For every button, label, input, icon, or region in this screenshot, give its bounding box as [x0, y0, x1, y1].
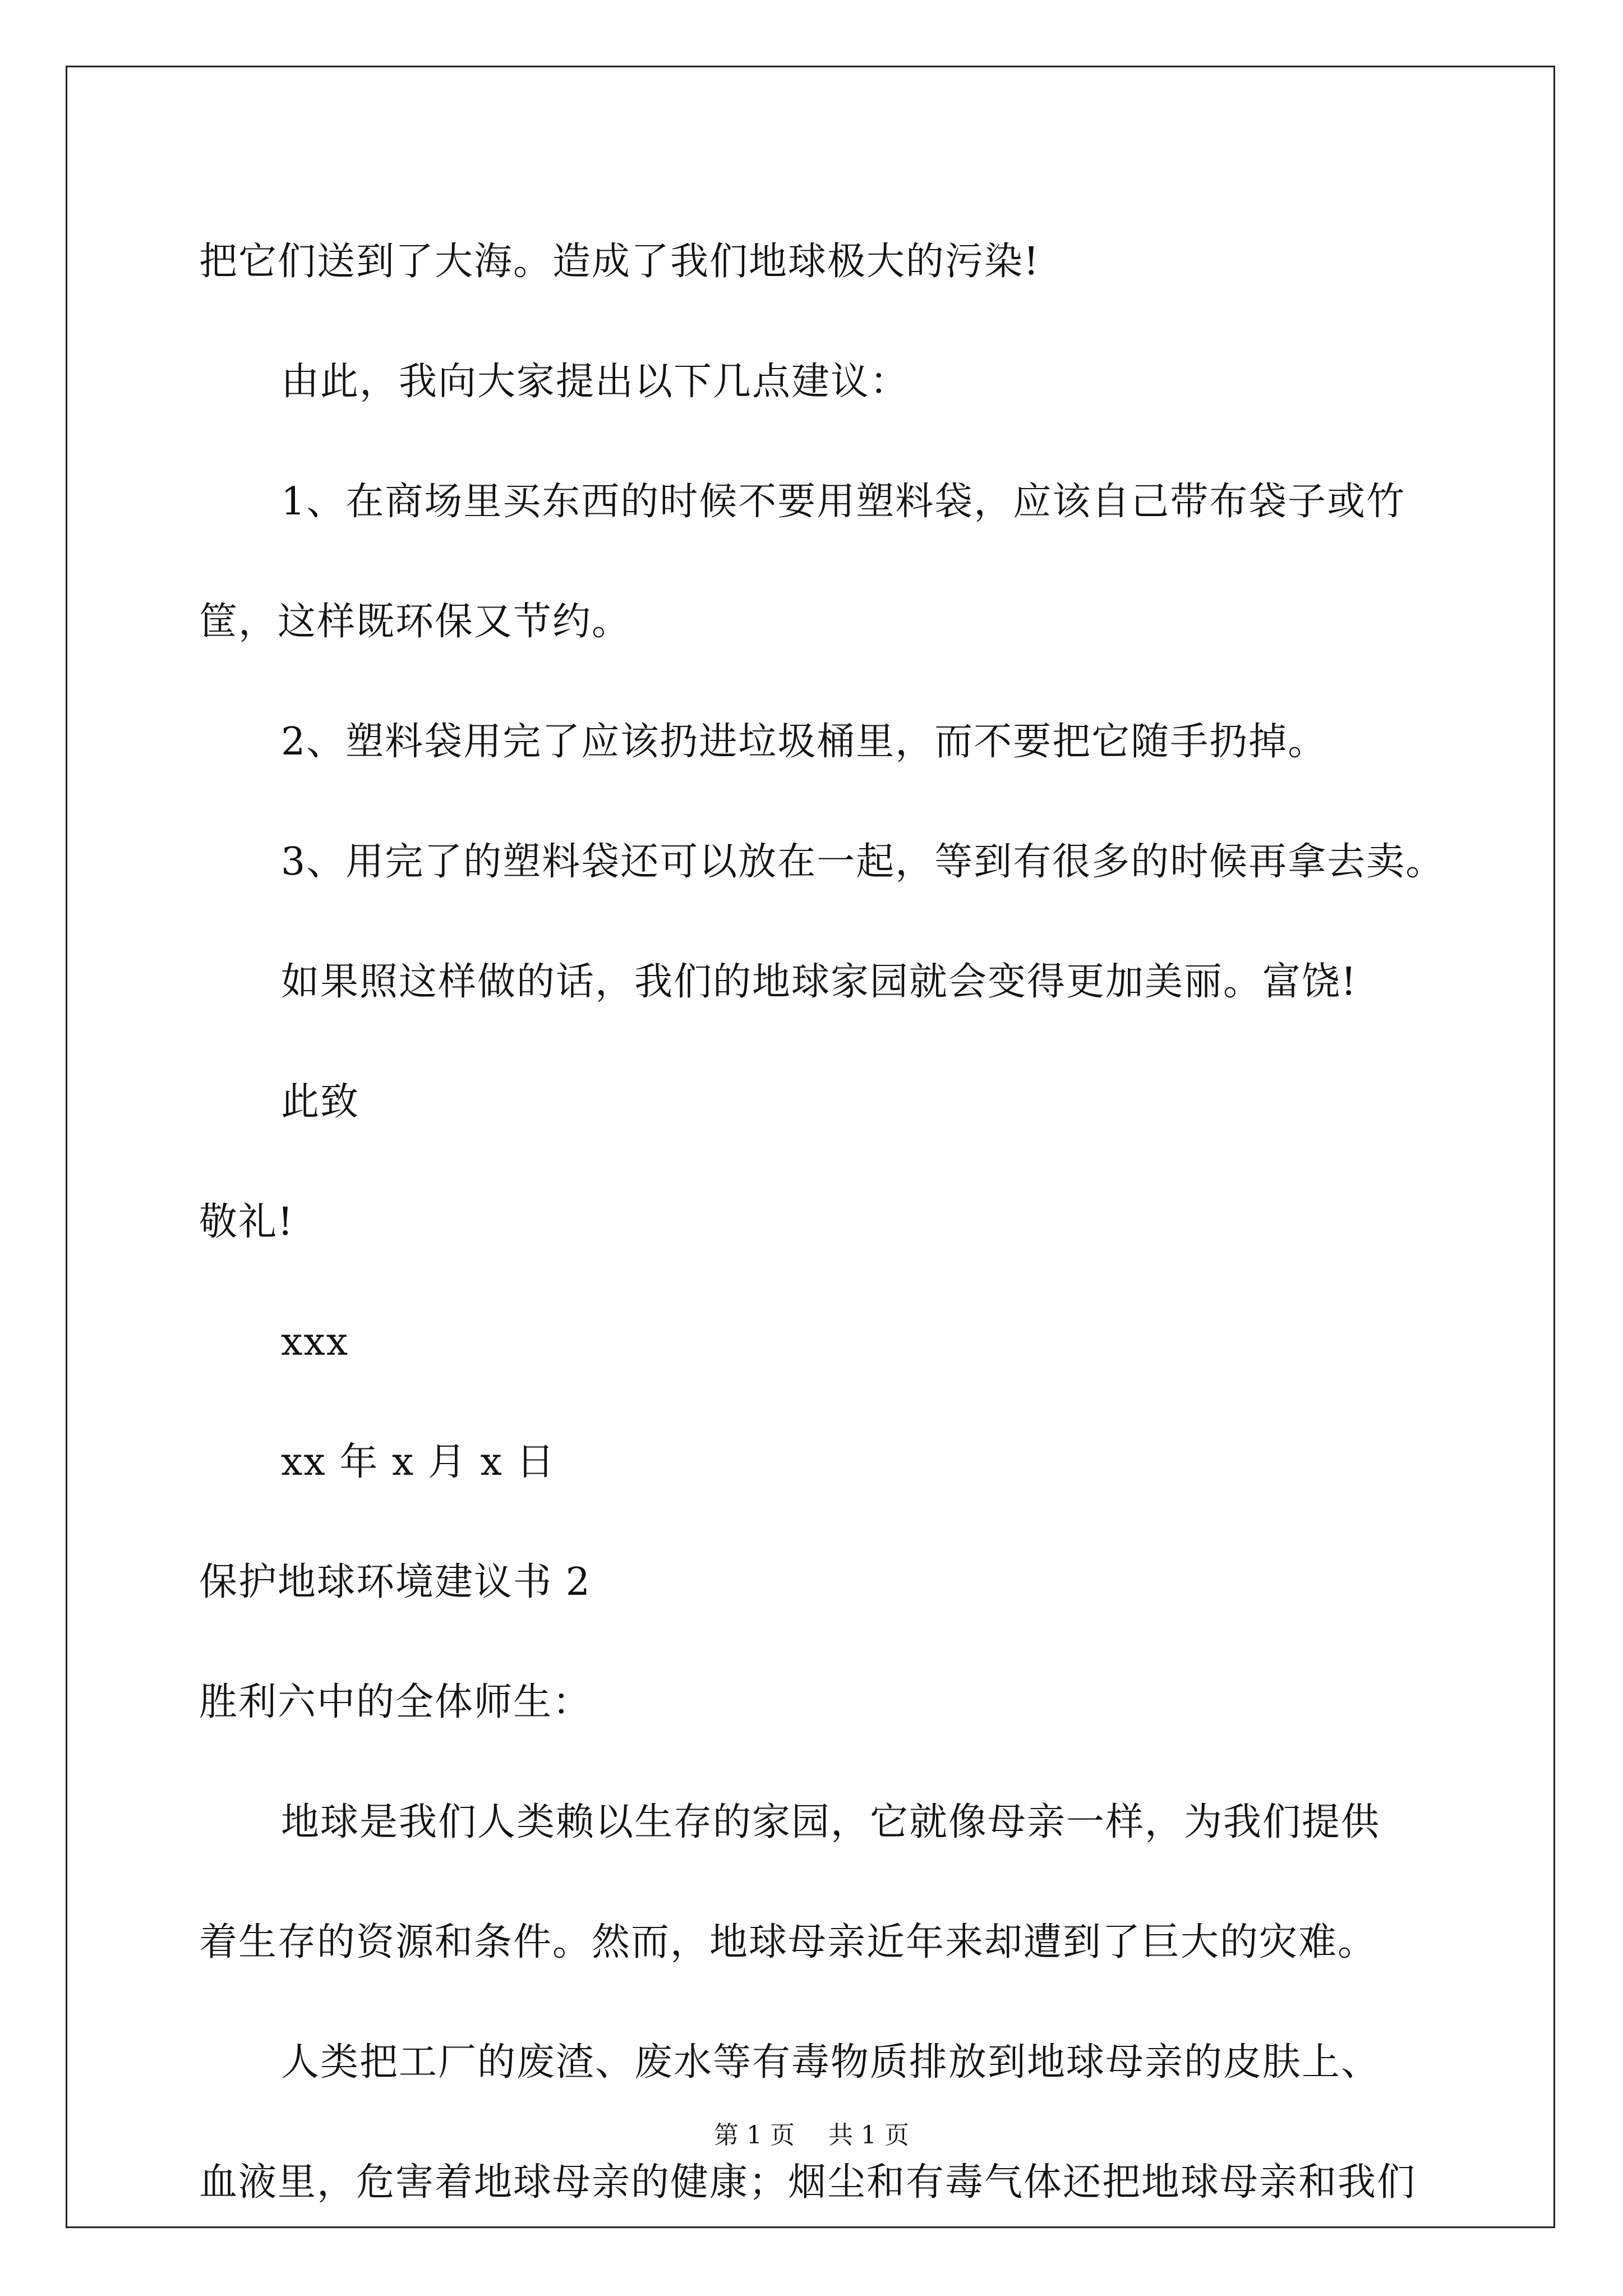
text-line-7: 如果照这样做的话，我们的地球家园就会变得更加美丽。富饶!	[281, 960, 1358, 1004]
signature-date: xx 年 x 月 x 日	[281, 1440, 556, 1484]
text-line-14: 地球是我们人类赖以生存的家园，它就像母亲一样，为我们提供	[281, 1800, 1381, 1844]
text-line-17: 血液里，危害着地球母亲的健康；烟尘和有毒气体还把地球母亲和我们	[199, 2160, 1417, 2205]
total-pages: 共 1 页	[828, 2121, 909, 2150]
closing-regards: 敬礼!	[199, 1200, 294, 1244]
text-line-16: 人类把工厂的废渣、废水等有毒物质排放到地球母亲的皮肤上、	[281, 2040, 1381, 2085]
section-title: 保护地球环境建议书 2	[199, 1560, 591, 1604]
page-number: 第 1 页	[714, 2121, 795, 2150]
closing-salutation: 此致	[281, 1080, 360, 1124]
text-line-6: 3、用完了的塑料袋还可以放在一起，等到有很多的时候再拿去卖。	[281, 840, 1445, 884]
document-body	[199, 202, 1445, 2243]
text-line-2: 由此，我向大家提出以下几点建议：	[281, 360, 910, 404]
text-line-15: 着生存的资源和条件。然而，地球母亲近年来却遭到了巨大的灾难。	[199, 1920, 1377, 1964]
signature-name: xxx	[281, 1320, 349, 1364]
addressee: 胜利六中的全体师生：	[199, 1680, 592, 1724]
text-line-3: 1、在商场里买东西的时候不要用塑料袋，应该自己带布袋子或竹	[281, 480, 1406, 524]
page-footer	[0, 2115, 1623, 2151]
text-line-4: 筐，这样既环保又节约。	[199, 600, 631, 644]
text-line-1: 把它们送到了大海。造成了我们地球极大的污染!	[199, 240, 1040, 284]
text-line-5: 2、塑料袋用完了应该扔进垃圾桶里，而不要把它随手扔掉。	[281, 720, 1327, 764]
